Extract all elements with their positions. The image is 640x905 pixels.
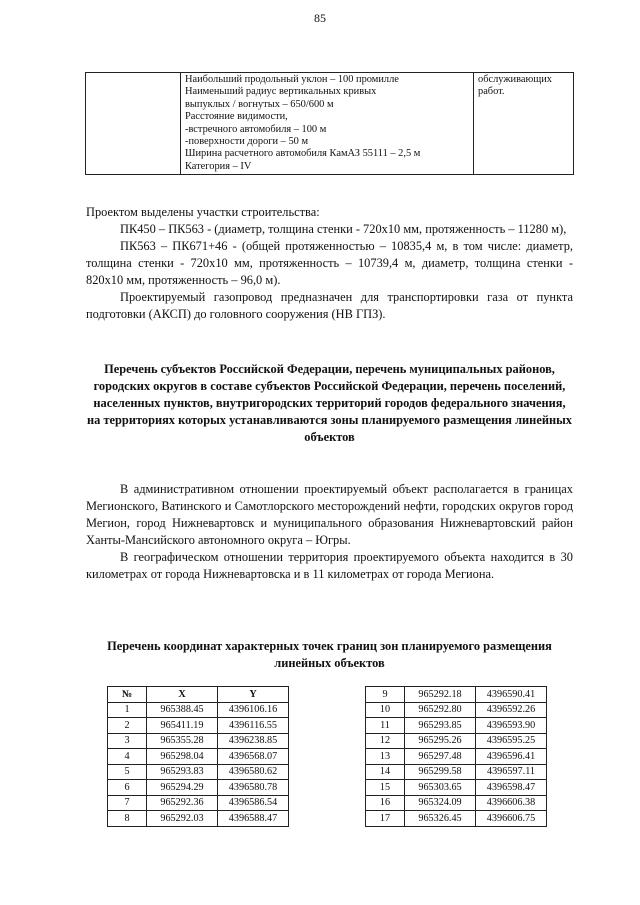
point-number: 8 [108, 811, 147, 827]
y-coordinate: 4396593.90 [476, 718, 547, 734]
table-row [366, 687, 547, 703]
y-coordinate: 4396580.78 [218, 780, 289, 796]
point-number: 17 [366, 811, 405, 827]
column-header: X [147, 687, 218, 703]
y-coordinate: 4396580.62 [218, 764, 289, 780]
param-line: Ширина расчетного автомобиля КамАЗ 55111 – 2,5 м [185, 148, 421, 160]
table-row [366, 780, 547, 796]
table-row [366, 733, 547, 749]
location-section [86, 481, 573, 583]
section-heading: Перечень субъектов Российской Федерации, перечень муниципальных районов, городских округов в составе субъектов Российской Федерации, перечень поселений, населенных пунктов, внутригородских территорий городов федерального значения, на территориях которых устанавливаются зоны планируемого размещения линейных объектов [87, 362, 572, 444]
x-coordinate: 965292.18 [405, 687, 476, 703]
table-row [108, 811, 289, 827]
point-number: 4 [108, 749, 147, 765]
x-coordinate: 965299.58 [405, 764, 476, 780]
paragraph: ПК450 – ПК563 - (диаметр, толщина стенки - 720х10 мм, протяженность – 11280 м), [120, 222, 567, 236]
purpose-cell [474, 73, 574, 175]
paragraph: Проектируемый газопровод предназначен для транспортировки газа от пункта подготовки (АКСП) до головного сооружения (НВ ГПЗ). [86, 290, 573, 321]
point-number: 7 [108, 795, 147, 811]
point-number: 12 [366, 733, 405, 749]
y-coordinate: 4396598.47 [476, 780, 547, 796]
x-coordinate: 965292.36 [147, 795, 218, 811]
point-number: 10 [366, 702, 405, 718]
table-row [108, 718, 289, 734]
table-row [366, 702, 547, 718]
paragraph: В географическом отношении территория проектируемого объекта находится в 30 километрах от города Нижневартовска и в 11 километрах от города Мегиона. [86, 550, 573, 581]
coordinates-heading: Перечень координат характерных точек границ зон планируемого размещения линейных объектов [107, 639, 552, 670]
point-number: 1 [108, 702, 147, 718]
point-number: 9 [366, 687, 405, 703]
paragraph: Проектом выделены участки строительства: [86, 205, 320, 219]
y-coordinate: 4396590.41 [476, 687, 547, 703]
point-number: 5 [108, 764, 147, 780]
param-line: -встречного автомобиля – 100 м [185, 123, 327, 135]
table-row [108, 780, 289, 796]
y-coordinate: 4396606.75 [476, 811, 547, 827]
table-row [108, 749, 289, 765]
point-number: 3 [108, 733, 147, 749]
y-coordinate: 4396606.38 [476, 795, 547, 811]
column-header: Y [218, 687, 289, 703]
coordinates-table-right [365, 686, 547, 827]
table-row [108, 764, 289, 780]
point-number: 11 [366, 718, 405, 734]
point-number: 2 [108, 718, 147, 734]
param-line: Расстояние видимости, [185, 111, 288, 123]
parameters-table-fragment [85, 72, 574, 175]
purpose-line: обслуживающих [478, 74, 552, 85]
y-coordinate: 4396597.11 [476, 764, 547, 780]
x-coordinate: 965326.45 [405, 811, 476, 827]
page-number: 85 [314, 11, 326, 25]
x-coordinate: 965292.03 [147, 811, 218, 827]
param-line: Наименьший радиус вертикальных кривых [185, 86, 377, 98]
x-coordinate: 965388.45 [147, 702, 218, 718]
x-coordinate: 965293.85 [405, 718, 476, 734]
point-number: 16 [366, 795, 405, 811]
paragraph: В административном отношении проектируемый объект располагается в границах Мегионского, Ватинского и Самотлорского месторождений нефти, городских округов город Мегион, город Нижневартовск и муниципального образования Нижневартовский район Ханты-Мансийского автономного округа – Югры. [86, 482, 573, 547]
x-coordinate: 965298.04 [147, 749, 218, 765]
table-row [108, 702, 289, 718]
y-coordinate: 4396596.41 [476, 749, 547, 765]
column-header: № [108, 687, 147, 703]
x-coordinate: 965297.48 [405, 749, 476, 765]
x-coordinate: 965292.80 [405, 702, 476, 718]
param-line: Категория – IV [185, 160, 252, 172]
x-coordinate: 965295.26 [405, 733, 476, 749]
point-number: 6 [108, 780, 147, 796]
table-row [366, 811, 547, 827]
point-number: 15 [366, 780, 405, 796]
y-coordinate: 4396106.16 [218, 702, 289, 718]
table-row [366, 795, 547, 811]
table-row [366, 718, 547, 734]
y-coordinate: 4396592.26 [476, 702, 547, 718]
point-number: 13 [366, 749, 405, 765]
road-parameters-cell [181, 73, 474, 175]
y-coordinate: 4396588.47 [218, 811, 289, 827]
y-coordinate: 4396595.25 [476, 733, 547, 749]
x-coordinate: 965293.83 [147, 764, 218, 780]
x-coordinate: 965324.09 [405, 795, 476, 811]
empty-cell [86, 73, 181, 175]
table-row [108, 795, 289, 811]
param-line: Наибольший продольный уклон – 100 промилле [185, 74, 399, 85]
table-row [366, 764, 547, 780]
param-line: выпуклых / вогнутых – 650/600 м [185, 98, 334, 110]
construction-section [86, 204, 573, 323]
y-coordinate: 4396116.55 [218, 718, 289, 734]
param-line: -поверхности дороги – 50 м [185, 136, 309, 148]
y-coordinate: 4396568.07 [218, 749, 289, 765]
coordinates-table-left [107, 686, 289, 827]
y-coordinate: 4396238.85 [218, 733, 289, 749]
paragraph: ПК563 – ПК671+46 - (общей протяженностью – 10835,4 м, в том числе: диаметр, толщина стенки - 720х10 мм, протяженность – 10739,4 м, диаметр, толщина стенки - 820х10 мм, протяженность – 96,0 м). [86, 239, 573, 287]
table-row [108, 733, 289, 749]
point-number: 14 [366, 764, 405, 780]
purpose-line: работ. [478, 86, 505, 98]
x-coordinate: 965355.28 [147, 733, 218, 749]
x-coordinate: 965294.29 [147, 780, 218, 796]
y-coordinate: 4396586.54 [218, 795, 289, 811]
x-coordinate: 965411.19 [147, 718, 218, 734]
table-row [366, 749, 547, 765]
x-coordinate: 965303.65 [405, 780, 476, 796]
